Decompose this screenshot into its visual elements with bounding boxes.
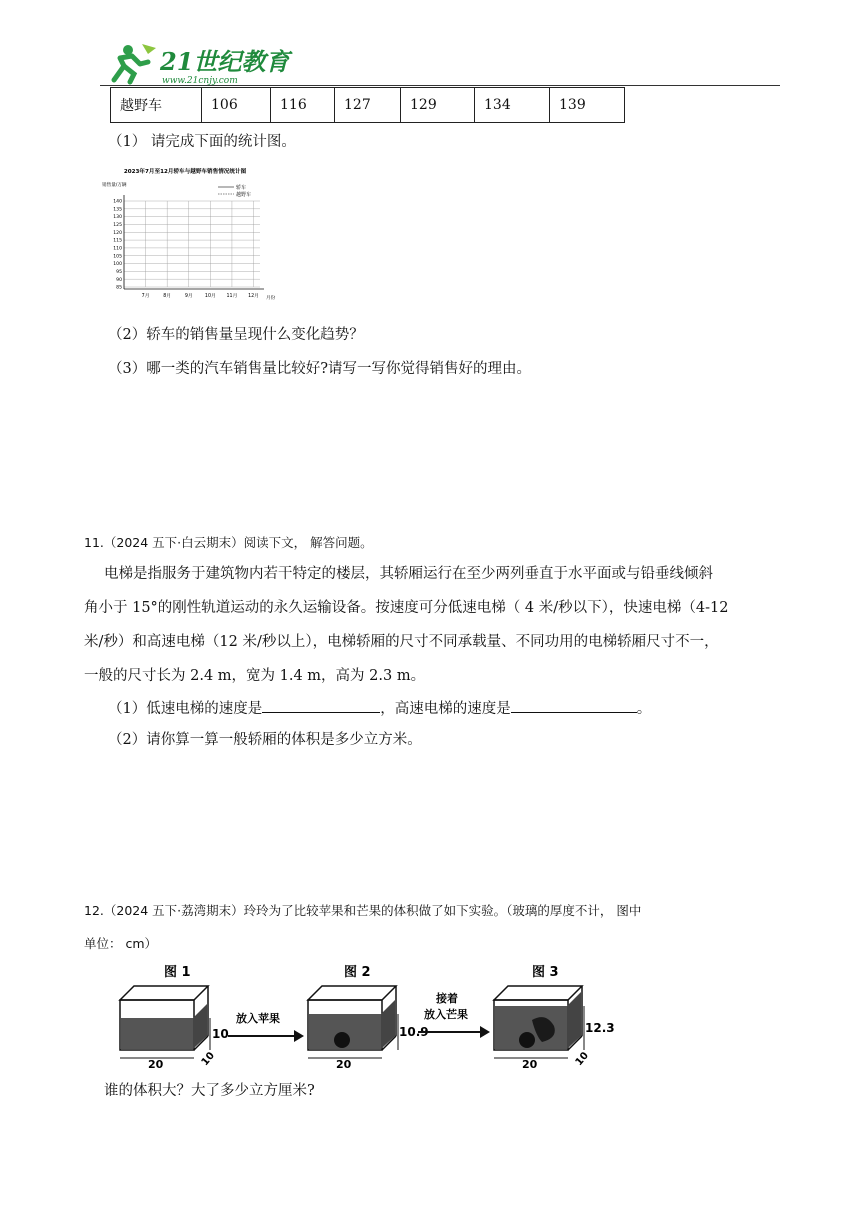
answer-blank-low-speed[interactable] (262, 696, 380, 713)
x-tick-label: 12月 (248, 294, 259, 299)
figure-1-height: 10 (212, 1027, 229, 1041)
x-tick-label: 9月 (184, 294, 193, 299)
q11-sub1-prefix: （1）低速电梯的速度是 (108, 701, 263, 717)
apple-icon (334, 1032, 350, 1048)
x-tick-label: 11月 (226, 294, 238, 299)
sales-line-chart (100, 165, 276, 305)
table-cell: 106 (202, 88, 271, 123)
table-cell: 127 (335, 88, 401, 123)
figure-2-label: 图 2 (344, 965, 371, 980)
legend-entry: 越野车 (236, 191, 252, 198)
logo-text: 21世纪教育 (160, 47, 290, 76)
y-tick-label: 115 (113, 238, 122, 244)
q12-heading-line1: 12.（2024 五下·荔湾期末）玲玲为了比较苹果和芒果的体积做了如下实验。（玻璃的厚度不计， 图中 (84, 903, 642, 918)
passage-line: 角小于 15°的刚性轨道运动的永久运输设备。按速度可分低速电梯（ 4 米/秒以下），快速电梯（4-12 (84, 600, 729, 616)
passage-line: 电梯是指服务于建筑物内若干特定的楼层，其轿厢运行在至少两列垂直于水平面或与铅垂线倾斜 (104, 566, 713, 582)
figure-3-length: 20 (522, 1058, 538, 1071)
arrow-2-text-line2: 放入芒果 (424, 1008, 468, 1021)
y-tick-label: 110 (113, 246, 122, 252)
figure-3-height: 12.3 (585, 1021, 615, 1035)
site-logo (104, 40, 290, 86)
q10-sub1: （1） 请完成下面的统计图。 (108, 134, 296, 150)
q11-heading: 11.（2024 五下·白云期末）阅读下文， 解答问题。 (84, 535, 373, 550)
figure-2-height: 10.9 (399, 1025, 429, 1039)
apple-icon (519, 1032, 535, 1048)
y-tick-label: 105 (113, 254, 122, 260)
chart-ylabel: 销售量/万辆 (102, 183, 127, 188)
arrow-2-text-line1: 接着 (436, 992, 458, 1005)
y-tick-label: 120 (113, 230, 122, 236)
table-cell: 116 (271, 88, 335, 123)
runner-logo-icon (114, 44, 156, 82)
y-tick-label: 100 (113, 262, 122, 268)
figure-3-width: 10 (573, 1050, 592, 1069)
q11-passage (84, 557, 784, 693)
q10-sub3: （3）哪一类的汽车销售量比较好?请写一写你觉得销售好的理由。 (108, 361, 531, 377)
q11-sub1 (108, 696, 651, 719)
answer-blank-high-speed[interactable] (511, 696, 637, 713)
y-tick-label: 125 (113, 223, 122, 229)
chart-title: 2023年7月至12月轿车与越野车销售情况统计图 (123, 169, 247, 175)
experiment-figures (114, 962, 615, 1071)
x-tick-label: 7月 (141, 294, 150, 299)
sales-table (110, 87, 625, 123)
figure-1-length: 20 (148, 1058, 164, 1071)
y-tick-label: 140 (113, 199, 122, 205)
y-tick-label: 90 (116, 277, 122, 283)
figure-2-tank (308, 965, 429, 1071)
table-cell: 134 (475, 88, 550, 123)
q12-heading-line2: 单位： cm） (84, 936, 158, 951)
q11-sub1-mid: ，高速电梯的速度是 (380, 701, 511, 717)
x-tick-label: 8月 (163, 294, 172, 299)
q11-sub2: （2）请你算一算一般轿厢的体积是多少立方米。 (108, 732, 422, 748)
figure-3-tank (494, 965, 615, 1071)
figure-3-label: 图 3 (532, 965, 559, 980)
y-tick-label: 95 (116, 269, 122, 275)
arrow-1-text: 放入苹果 (236, 1012, 280, 1025)
q12-question: 谁的体积大？大了多少立方厘米? (104, 1083, 315, 1099)
q10-sub2: （2）轿车的销售量呈现什么变化趋势？ (108, 327, 364, 343)
figure-1-width: 10 (199, 1050, 218, 1069)
figure-1-label: 图 1 (164, 965, 191, 980)
table-cell: 129 (401, 88, 475, 123)
y-tick-label: 130 (113, 215, 122, 221)
y-tick-label: 135 (113, 207, 122, 213)
x-tick-label: 10月 (204, 294, 216, 299)
y-tick-label: 85 (116, 285, 122, 291)
arrow-1 (228, 1011, 304, 1042)
table-row-label: 越野车 (111, 88, 202, 123)
q11-sub1-end: 。 (636, 701, 652, 717)
passage-line: 一般的尺寸长为 2.4 m，宽为 1.4 m，高为 2.3 m。 (84, 668, 426, 684)
chart-xlabel: 月份 (266, 296, 276, 301)
table-row (111, 88, 625, 123)
logo-url-text: www.21cnjy.com (162, 76, 238, 86)
header-divider (100, 85, 780, 86)
passage-line: 米/秒）和高速电梯（12 米/秒以上），电梯轿厢的尺寸不同承载量、不同功用的电梯轿厢尺寸不一， (84, 634, 719, 650)
legend-entry: 轿车 (236, 184, 247, 191)
arrow-2 (418, 991, 490, 1038)
table-cell: 139 (550, 88, 625, 123)
figure-1-tank (120, 965, 229, 1071)
figure-2-length: 20 (336, 1058, 352, 1071)
